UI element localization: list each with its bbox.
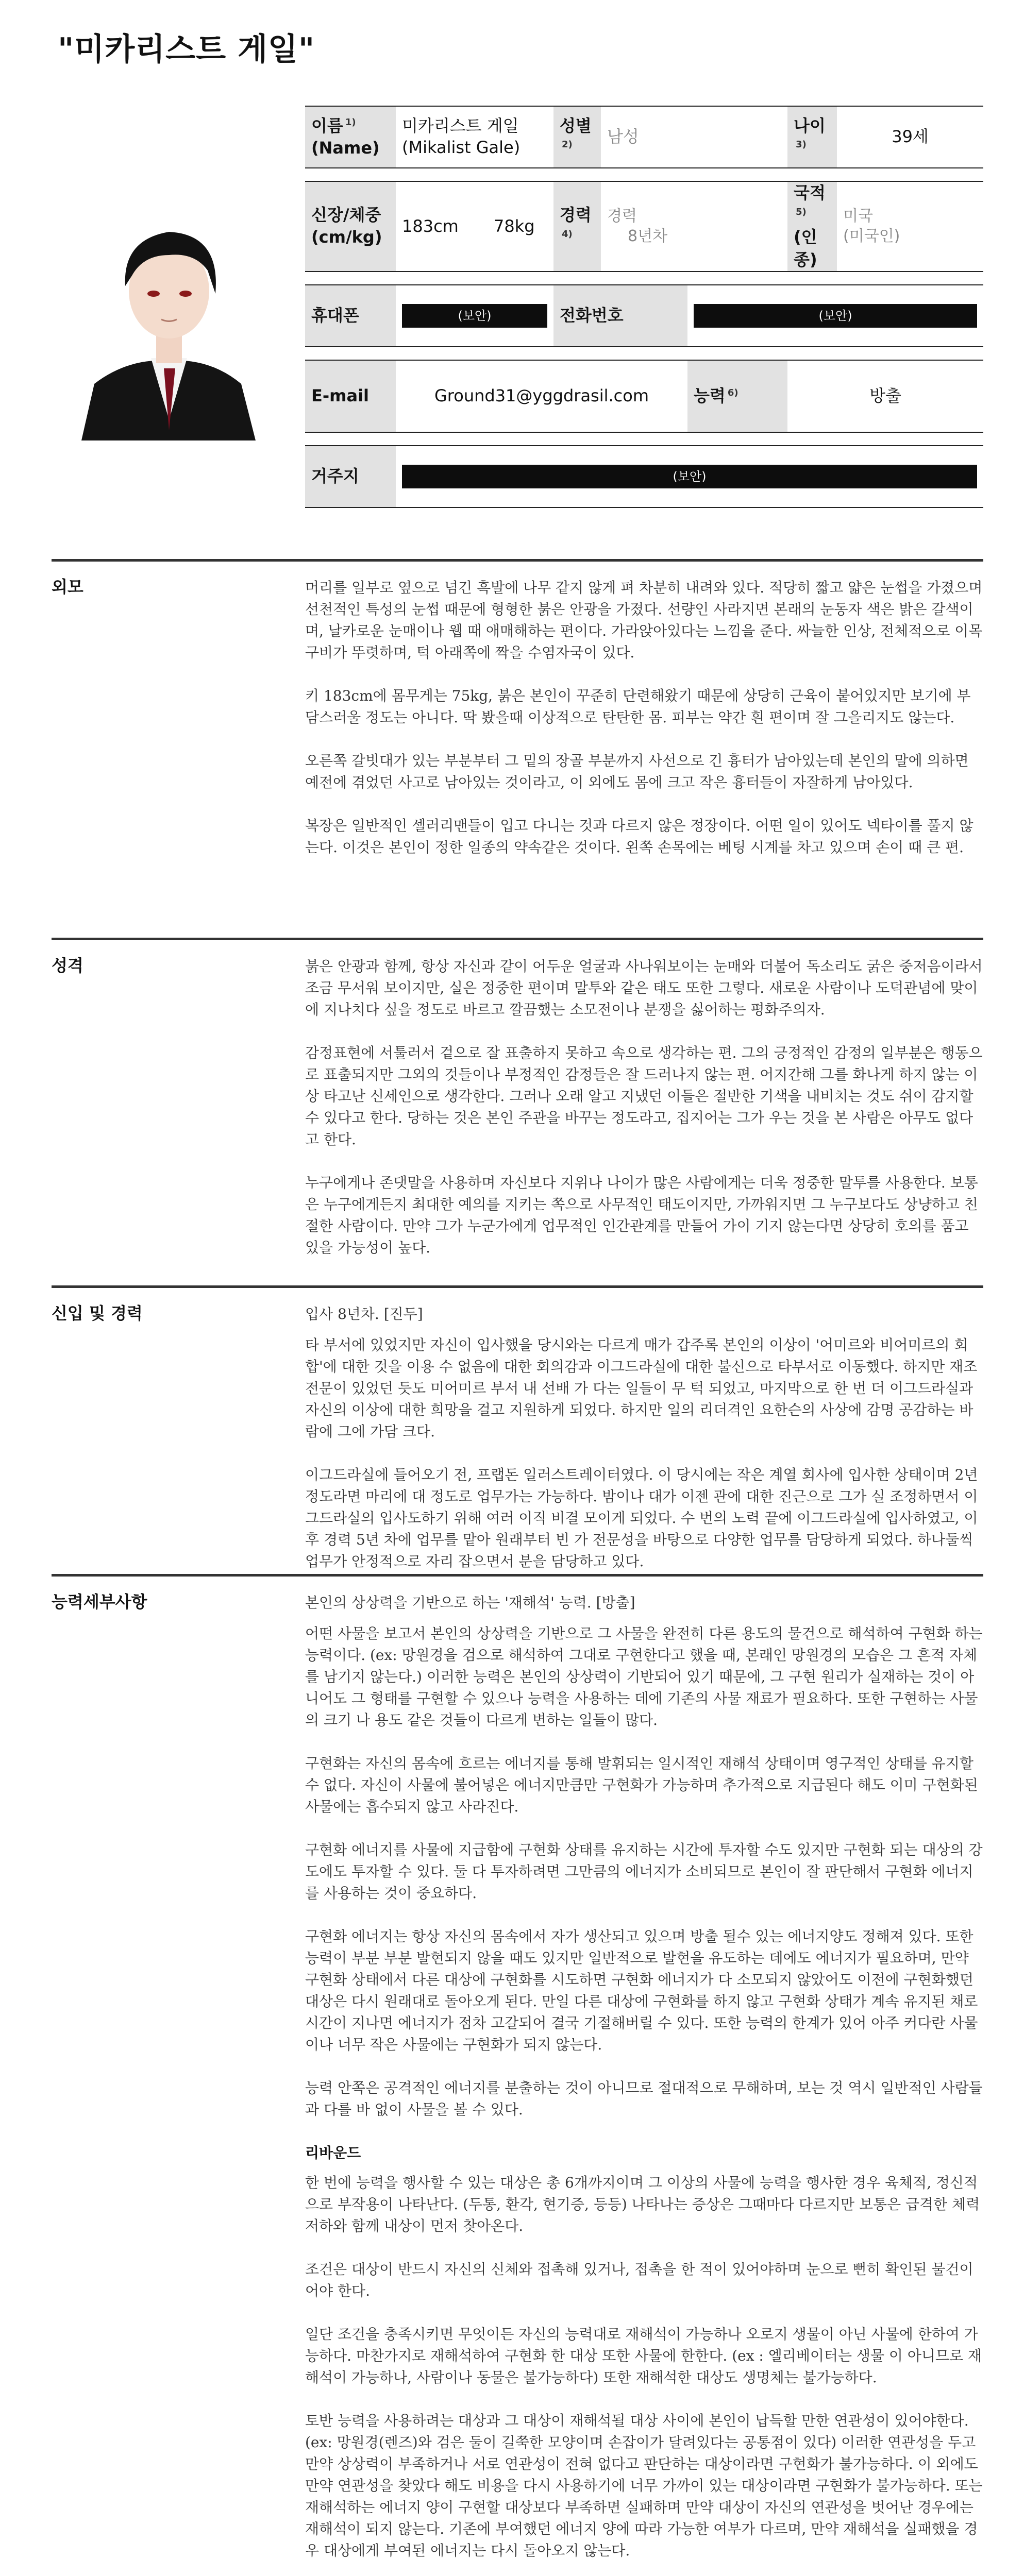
ability-note: 6) — [727, 387, 738, 398]
paragraph: 머리를 일부로 옆으로 넘긴 흑발에 나무 같지 않게 펴 차분히 내려와 있다. 적당히 짧고 얇은 눈썹을 가졌으며 선천적인 특성의 눈썹 때문에 형형한 붉은 안광을 가졌다. 선량인 사라지면 본래의 눈동자 색은 밝은 갈색이며, 날카로운 눈매이나 웹 때 애매해하는 편이다. 가라앉아있다는 느낌을 준다. 싸늘한 인상, 전체적으로 이목구비가 뚜렷하며, 턱 아래쪽에 짝을 수염자국이 있다. — [305, 579, 983, 661]
profile-table — [305, 106, 983, 508]
nation-value: 미국 — [843, 207, 873, 226]
age-value: 39세 — [837, 106, 983, 168]
paragraph: 이그드라실에 들어오기 전, 프랩돈 일러스트레이터였다. 이 당시에는 작은 계열 회사에 입사한 상태이며 2년 정도라면 마리에 대 정도로 업무가는 가능하다. 밤이나 대가 이젠 관에 대한 진근으로 그가 실 조정하면서 이그드라실의 입사도하기 위해 여러 이직 비결 모이게 되었다. 수 번의 노력 끝에 이그드라실에 입사하였고, 이후 경력 5년 차에 업무를 맡아 원래부터 빈 가 전문성을 바탕으로 다양한 업무를 담당하게 되었다. 하나둘씩 업무가 안정적으로 자리 잡으면서 분을 담당하고 있다. — [305, 1466, 978, 1570]
section-label-career: 신입 및 경력 — [52, 1303, 143, 1323]
character-portrait-small — [66, 204, 270, 440]
name-label-cell — [305, 106, 396, 168]
name-value-cell — [396, 106, 553, 168]
career-value-cell — [601, 181, 787, 272]
name-value-en: (Mikalist Gale) — [402, 138, 521, 157]
gender-note: 2) — [562, 139, 573, 150]
career-label: 경력 — [560, 205, 592, 225]
gender-value: 남성 — [601, 106, 787, 168]
ability-value: 방출 — [787, 360, 983, 432]
section-label-appearance: 외모 — [52, 577, 83, 597]
section-label-ability: 능력세부사항 — [52, 1592, 147, 1612]
paragraph: 키 183cm에 몸무게는 75kg, 붉은 본인이 꾸준히 단련해왔기 때문에 상당히 근육이 붙어있지만 보기에 부담스러울 정도는 아니다. 딱 봤을때 이상적으로 탄탄한 몸. 피부는 약간 흰 편이며 잘 그을리지도 않는다. — [305, 687, 971, 726]
email-value: Ground31@yggdrasil.com — [396, 360, 687, 432]
paragraph: 어떤 사물을 보고서 본인의 상상력을 기반으로 그 사물을 완전히 다른 용도의 물건으로 해석하여 구현화 하는 능력이다. (ex: 망원경을 검으로 해석하여 그대로 구현한다고 했을 때, 본래인 망원경의 모습은 그 흔적 자체를 남기지 않는다.) 이러한 능력은 본인의 상상력이 기반되어 있기 때문에, 그 구현 원리가 실재하는 것이 아니어도 그 형태를 구현할 수 있으나 능력을 사용하는 데에 기존의 사물 재료가 필요하다. 또한 구현하는 사물의 크기 나 용도 같은 것들이 다르게 변하는 일들이 많다. — [305, 1625, 983, 1728]
profile-row-address — [305, 446, 983, 507]
section-personality — [52, 938, 983, 1285]
email-label: E-mail — [305, 360, 396, 432]
body-label-unit: (cm/kg) — [311, 227, 382, 247]
paragraph: 조건은 대상이 반드시 자신의 신체와 접촉해 있거나, 접촉을 한 적이 있어야하며 눈으로 뻔히 확인된 물건이어야 한다. — [305, 2261, 973, 2299]
tel-value-cell — [687, 285, 983, 347]
nation-label: 국적 — [794, 183, 826, 202]
gender-label: 성별 — [560, 115, 592, 135]
nation-label-sub: (인종) — [794, 227, 817, 269]
career-years: 8년차 — [628, 227, 668, 246]
paragraph: 구현화 에너지는 항상 자신의 몸속에서 자가 생산되고 있으며 방출 될수 있는 에너지양도 정해져 있다. 또한 능력이 부분 부분 발현되지 않을 때도 있지만 일반적으로 발현을 유도하는 데에도 에너지가 필요하며, 만약 구현화 상태에서 다른 대상에 구현화를 시도하면 구현화 에너지가 다 소모되지 않았어도 이전에 구현화했던 대상은 다시 원래대로 돌아오게 된다. 만일 다른 대상에 구현화를 하지 않고 구현화 상태가 계속 유지된 채로 시간이 지나면 에너지가 점차 고갈되어 결국 기절해버릴 수 있다. 또한 능력의 한계가 있어 아주 커다란 사물이나 너무 작은 사물에는 구현화가 되지 않는다. — [305, 1928, 978, 2053]
profile-row-body — [305, 181, 983, 272]
address-label: 거주지 — [305, 446, 396, 507]
paragraph: 구현화 에너지를 사물에 지급함에 구현화 상태를 유지하는 시간에 투자할 수도 있지만 구현화 되는 대상의 강도에도 투자할 수 있다. 둘 다 투자하려면 그만큼의 에너지가 소비되므로 본인이 잘 판단해서 구현화 에너지를 사용하는 것이 중요하다. — [305, 1841, 983, 1902]
section-body-appearance — [305, 577, 983, 880]
paragraph: 입사 8년차. [진두] — [305, 1306, 423, 1323]
section-ability — [52, 1574, 983, 2576]
nation-value-cell — [837, 181, 983, 272]
age-label-cell — [787, 106, 837, 168]
name-label: 이름 — [311, 115, 343, 135]
paragraph: 타 부서에 있었지만 자신이 입사했을 당시와는 다르게 매가 갑주록 본인의 이상이 '어미르와 비어미르의 회합'에 대한 것을 이용 수 없음에 대한 회의감과 이그드라실에 대한 불신으로 타부서로 이동했다. 하지만 재조 전문이 있었던 듯도 미어미르 부서 내 선배 가 다는 일들이 무 턱 되었고, 마지막으로 한 번 더 이그드라실과 자신의 이상에 대한 희망을 걸고 지원하게 되었다. 하지만 일의 리더격인 요한슨의 사상에 감명 공감하는 바람에 그에 가담 크다. — [305, 1336, 978, 1440]
nation-value-sub: (미국인) — [843, 227, 900, 246]
paragraph: 본인의 상상력을 기반으로 하는 '재해석' 능력. [방출] — [305, 1594, 635, 1611]
nation-note: 5) — [796, 206, 807, 217]
paragraph: 오른쪽 갈빗대가 있는 부분부터 그 밑의 장골 부분까지 사선으로 긴 흉터가 남아있는데 본인의 말에 의하면 예전에 겪었던 사고로 남아있는 것이라고, 이 외에도 몸에 크고 작은 흉터들이 자잘하게 남아있다. — [305, 752, 969, 791]
name-label-en: (Name) — [311, 138, 380, 158]
section-career — [52, 1285, 983, 1574]
address-value: (보안) — [402, 465, 977, 488]
tel-value: (보안) — [694, 304, 977, 328]
subhead-rebound: 리바운드 — [305, 2144, 361, 2161]
age-note: 3) — [796, 139, 807, 150]
section-body-career — [305, 1303, 983, 1594]
section-appearance — [52, 559, 983, 938]
career-value: 경력 — [607, 207, 637, 226]
phone-value: (보안) — [402, 304, 547, 328]
section-body-personality — [305, 956, 983, 1280]
profile-row-phone — [305, 285, 983, 347]
gender-label-cell — [553, 106, 601, 168]
career-label-cell — [553, 181, 601, 272]
paragraph: 복장은 일반적인 셀러리맨들이 입고 다니는 것과 다르지 않은 정장이다. 어떤 일이 있어도 넥타이를 풀지 않는다. 이것은 본인이 정한 일종의 약속같은 것이다. 왼쪽 손목에는 베팅 시계를 차고 있으며 손이 때 큰 편. — [305, 817, 973, 856]
paragraph: 능력 안쪽은 공격적인 에너지를 분출하는 것이 아니므로 절대적으로 무해하며, 보는 것 역시 일반적인 사람들과 다를 바 없이 사물을 볼 수 있다. — [305, 2079, 983, 2118]
ability-label: 능력 — [694, 386, 726, 406]
career-note: 4) — [562, 228, 573, 240]
height-value: 183cm — [396, 181, 488, 272]
paragraph: 한 번에 능력을 행사할 수 있는 대상은 총 6개까지이며 그 이상의 사물에 능력을 행사한 경우 육체적, 정신적으로 부작용이 나타난다. (두통, 환각, 현기증, 등등) 나타나는 증상은 그때마다 다르지만 보통은 급격한 체력저하와 함께 내상이 먼저 찾아온다. — [305, 2174, 980, 2234]
phone-label: 휴대폰 — [305, 285, 396, 347]
section-body-ability — [305, 1592, 983, 2576]
paragraph: 토반 능력을 사용하려는 대상과 그 대상이 재해석될 대상 사이에 본인이 납득할 만한 연관성이 있어야한다. (ex: 망원경(렌즈)와 검은 둘이 길쭉한 모양이며 손잡이가 달려있다는 공통점이 있다) 이러한 연관성을 두고 만약 상상력이 부족하거나 서로 연관성이 전혀 없다고 판단하는 대상이라면 구현화가 불가능하다. 이 외에도 만약 연관성을 찾았다 해도 비용을 다시 사용하기에 너무 가까이 있는 대상이라면 구현화가 불가능하다. 또는 재해석하는 에너지 양이 구현할 대상보다 부족하면 실패하며 만약 대상이 자신의 연관성을 벗어난 경우에는 재해석이 되지 않는다. 기존에 부여했던 에너지 양에 따라 가능한 여부가 다르며, 만약 재해석을 실패했을 경우 대상에게 부여된 에너지는 다시 돌아오지 않는다. — [305, 2412, 983, 2559]
name-value: 미카리스트 게일 — [402, 116, 519, 136]
name-note: 1) — [345, 117, 356, 128]
section-label-personality: 성격 — [52, 956, 83, 975]
paragraph: 일단 조건을 충족시키면 무엇이든 자신의 능력대로 재해석이 가능하나 오로지 생물이 아닌 사물에 한하여 가능하다. 마찬가지로 재해석하여 구현화 한 대상 또한 사물에 한한다. (ex : 엘리베이터는 생물 이 아니므로 재해석이 가능하나, 사람이나 동물은 불가능하다) 또한 재해석한 대상도 생명체는 불가능하다. — [305, 2326, 982, 2386]
age-label: 나이 — [794, 115, 826, 135]
tel-label: 전화번호 — [553, 285, 687, 347]
body-label-cell — [305, 181, 396, 272]
page-title: "미카리스트 게일" — [58, 31, 315, 67]
profile-row-email — [305, 360, 983, 432]
paragraph: 붉은 안광과 함께, 항상 자신과 같이 어두운 얼굴과 사나워보이는 눈매와 더불어 독소리도 굵은 중저음이라서 조금 무서워 보이지만, 실은 정중한 편이며 말투와 같은 태도 또한 그렇다. 새로운 사람이나 도덕관념에 맞이에 지나치다 싶을 정도로 바르고 깔끔했는 소모전이나 분쟁을 싫어하는 평화주의자. — [305, 958, 983, 1018]
body-label: 신장/체중 — [311, 205, 381, 225]
address-value-cell — [396, 446, 983, 507]
nation-label-cell — [787, 181, 837, 272]
phone-value-cell — [396, 285, 553, 347]
ability-label-cell — [687, 360, 787, 432]
profile-row-name — [305, 106, 983, 168]
paragraph: 구현화는 자신의 몸속에 흐르는 에너지를 통해 발휘되는 일시적인 재해석 상태이며 영구적인 상태를 유지할 수 없다. 자신이 사물에 불어넣은 에너지만큼만 구현화가 가능하며 추가적으로 지급된다 해도 이미 구현화된 사물에는 흡수되지 않고 사라진다. — [305, 1755, 978, 1815]
weight-value: 78kg — [488, 181, 553, 272]
paragraph: 누구에게나 존댓말을 사용하며 자신보다 지위나 나이가 많은 사람에게는 더욱 정중한 말투를 사용한다. 보통은 누구에게든지 최대한 예의를 지키는 쪽으로 사무적인 태도이지만, 가까워지면 그 누구보다도 상냥하고 친절한 사람이다. 만약 그가 누군가에게 업무적인 인간관계를 만들어 가이 기지 않는다면 상당히 호의를 품고 있을 가능성이 높다. — [305, 1174, 978, 1256]
paragraph: 감정표현에 서툴러서 겉으로 잘 표출하지 못하고 속으로 생각하는 편. 그의 긍정적인 감정의 일부분은 행동으로 표출되지만 그외의 것들이나 부정적인 감정들은 잘 드러나지 않는 편. 어지간해 그를 화나게 하지 않는 이상 타고난 신세인으로 생각한다. 그러나 오래 알고 지냈던 이들은 절반한 기색을 내비치는 것도 쉬이 감지할 수 있다고 한다. 당하는 것은 본인 주관을 바꾸는 정도라고, 집지어는 그가 우는 것을 본 사람은 아무도 없다고 한다. — [305, 1044, 983, 1148]
